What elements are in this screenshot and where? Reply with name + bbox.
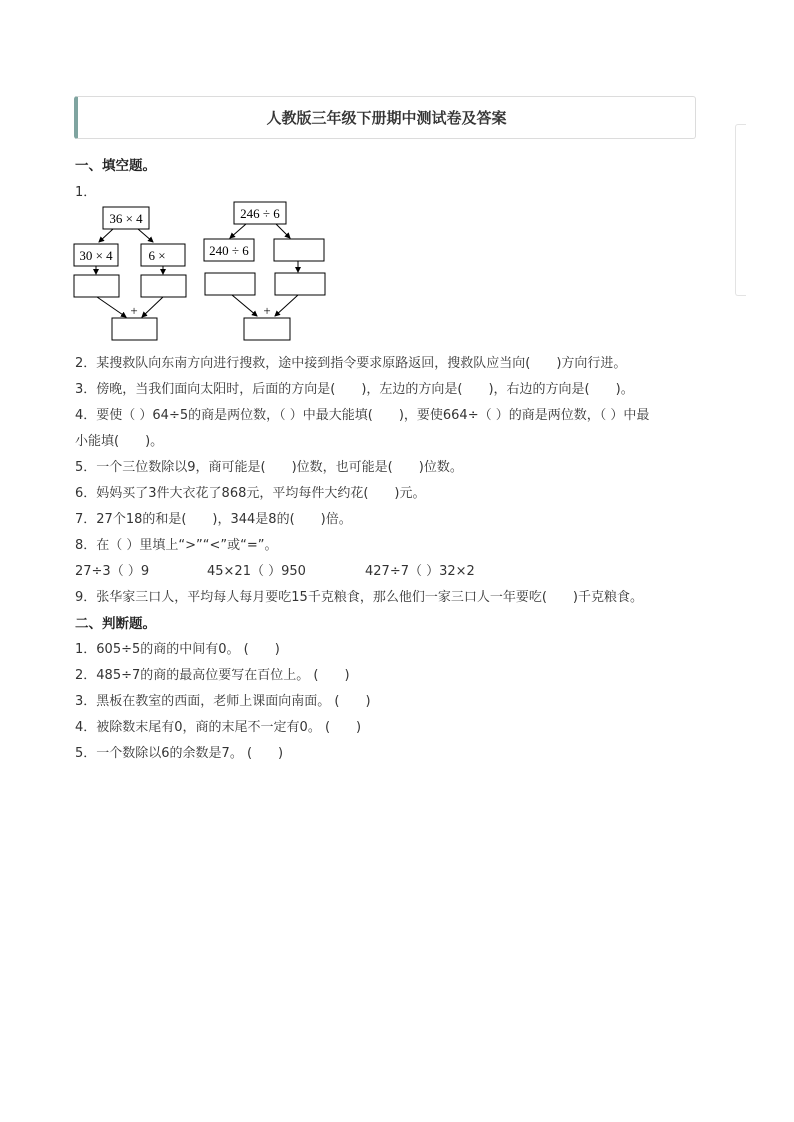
question-5: 5．一个三位数除以9，商可能是( )位数，也可能是( )位数。 <box>75 460 463 475</box>
diagram-1-right-box <box>141 244 185 266</box>
diagram-2-right-answer-box[interactable] <box>275 273 325 295</box>
question-1-label: 1． <box>75 185 97 200</box>
page-title: 人教版三年级下册期中测试卷及答案 <box>266 109 507 127</box>
question-4-line-1: 4．要使（ ）64÷5的商是两位数，（ ）中最大能填( )，要使664÷（ ）的商是两位数，（ ）中最 <box>75 408 650 423</box>
diagram-2-sum-box[interactable] <box>244 318 290 340</box>
judge-item-2: 2．485÷7的商的最高位要写在百位上。 ( ) <box>75 668 350 683</box>
question-9: 9．张华家三口人，平均每人每月要吃15千克粮食，那么他们一家三口人一年要吃( )千克粮食。 <box>75 590 643 605</box>
question-7: 7．27个18的和是( )，344是8的( )倍。 <box>75 512 352 527</box>
diagram-1-sum-box[interactable] <box>112 318 157 340</box>
diagram-2-left-answer-box[interactable] <box>205 273 255 295</box>
diagram-1-top-text: 36 × 4 <box>109 211 143 226</box>
question-8-item-3: 427÷7（ ）32×2 <box>365 564 475 579</box>
diagram-1-right-answer-box[interactable] <box>141 275 186 297</box>
diagram-2 <box>204 202 325 340</box>
diagram-1-left-text: 30 × 4 <box>79 248 113 263</box>
judge-item-3: 3．黑板在教室的西面，老师上课面向南面。 ( ) <box>75 694 371 709</box>
judge-item-5: 5．一个数除以6的余数是7。 ( ) <box>75 746 284 761</box>
diagram-1-left-answer-box[interactable] <box>74 275 119 297</box>
diagram-2-left-box <box>204 239 254 261</box>
question-4-line-2: 小能填( )。 <box>75 434 164 449</box>
diagram-2-right-box[interactable] <box>274 239 324 261</box>
section-heading-fill-blank: 一、填空题。 <box>75 158 156 174</box>
question-6: 6．妈妈买了3件大衣花了868元，平均每件大约花( )元。 <box>75 486 426 501</box>
diagram-1-left-box <box>74 244 118 266</box>
question-8-item-1: 27÷3（ ）9 <box>75 564 150 579</box>
diagram-2-left-text: 240 ÷ 6 <box>209 243 249 258</box>
diagram-1-top-box <box>103 207 149 229</box>
question-8-item-2: 45×21（ ）950 <box>207 564 306 579</box>
question-2: 2．某搜救队向东南方向进行搜救，途中接到指令要求原路返回，搜救队应当向( )方向行进。 <box>75 356 627 371</box>
diagram-1 <box>74 207 186 340</box>
title-box <box>74 96 696 139</box>
diagram-2-top-box <box>234 202 286 224</box>
diagram-1-right-text: 6 × <box>148 248 166 263</box>
side-bracket <box>735 124 746 296</box>
diagram-2-plus: + <box>263 303 271 318</box>
question-3: 3．傍晚，当我们面向太阳时，后面的方向是( )，左边的方向是( )，右边的方向是( )。 <box>75 382 634 397</box>
diagram-1-plus: + <box>130 303 138 318</box>
diagram-2-top-text: 246 ÷ 6 <box>240 206 280 221</box>
section-heading-true-false: 二、判断题。 <box>75 616 156 632</box>
judge-item-1: 1．605÷5的商的中间有0。 ( ) <box>75 642 280 657</box>
judge-item-4: 4．被除数末尾有0，商的末尾不一定有0。 ( ) <box>75 720 362 735</box>
question-8: 8．在（ ）里填上“>”“<”或“=”。 <box>75 538 278 553</box>
